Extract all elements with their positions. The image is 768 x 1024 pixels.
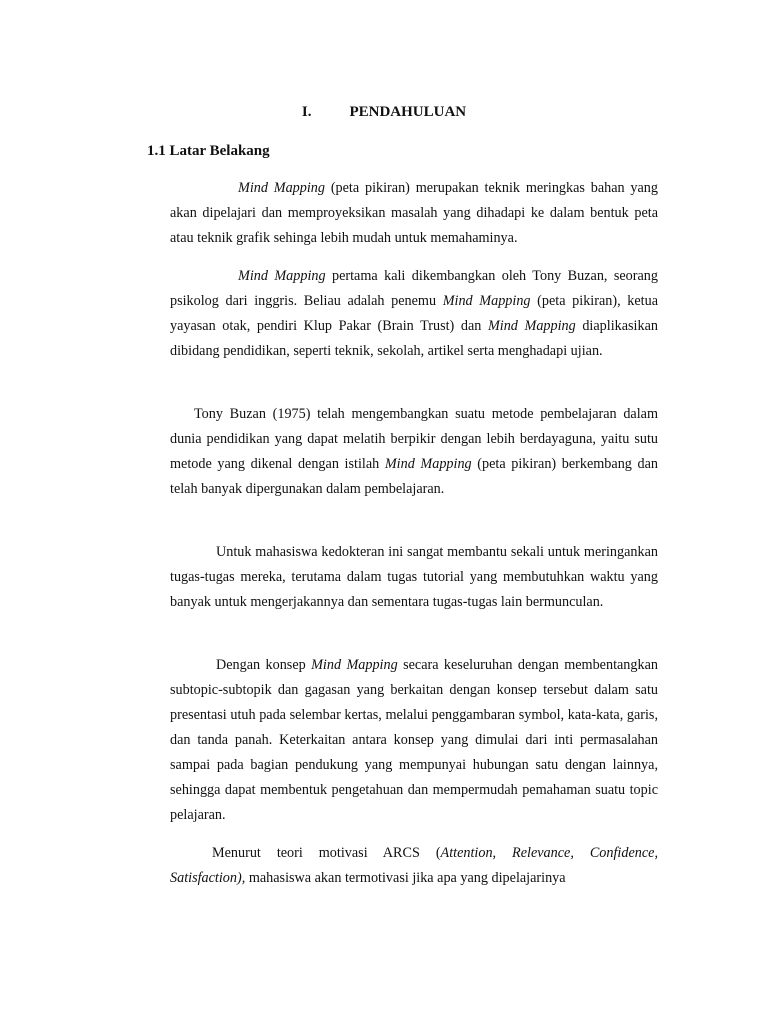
chapter-title-text: PENDAHULUAN — [349, 104, 467, 120]
paragraph-6 — [170, 841, 658, 891]
paragraph-4 — [170, 540, 658, 615]
paragraph-text: Menurut teori motivasi ARCS ( — [212, 845, 441, 861]
paragraph-text: (peta pikiran), ketua yayasan otak, pendiri Klup Pakar (Brain Trust) dan — [170, 293, 658, 334]
paragraph-text: Tony Buzan (1975) telah mengembangkan suatu metode pembelajaran dalam dunia pendidikan yang dapat melatih berpikir dengan lebih berdayaguna, yaitu sutu metode yang dikenal dengan istilah — [170, 406, 658, 472]
paragraph-text: diaplikasikan dibidang pendidikan, seperti teknik, sekolah, artikel serta menghadapi ujian. — [170, 318, 658, 359]
paragraph-text: mahasiswa akan termotivasi jika apa yang dipelajarinya — [245, 870, 566, 886]
paragraph-text: (peta pikiran) merupakan teknik meringkas bahan yang akan dipelajari dan memproyeksikan masalah yang dihadapi ke dalam bentuk peta atau teknik grafik sehinga lebih mudah untuk memahaminya. — [170, 180, 658, 246]
paragraph-text: secara keseluruhan dengan membentangkan subtopic-subtopik dan gagasan yang berkaitan dengan konsep tersebut dalam satu presentasi utuh pada selembar kertas, melalui penggambaran symbol, kata-kata, garis, dan tanda panah. Keterkaitan antara konsep yang dimulai dari inti permasalahan sampai pada bagian pendukung yang mempunyai hubungan satu dengan lainnya, sehingga dapat membentuk pengetahuan dan mempermudah pemahaman suatu topic pelajaran. — [170, 657, 658, 823]
paragraph-text: (peta pikiran) berkembang dan telah banyak dipergunakan dalam pembelajaran. — [170, 456, 658, 497]
section-heading: 1.1 Latar Belakang — [147, 143, 270, 159]
paragraph-3 — [170, 402, 658, 502]
italic-term: Mind Mapping — [238, 268, 326, 284]
paragraph-text: Untuk mahasiswa kedokteran ini sangat membantu sekali untuk meringankan tugas-tugas mereka, terutama dalam tugas tutorial yang membutuhkan waktu yang banyak untuk mengerjakannya dan sementara tugas-tugas lain bermunculan. — [170, 544, 658, 610]
italic-term: Mind Mapping — [487, 318, 576, 334]
italic-term: Mind Mapping — [442, 293, 531, 309]
paragraph-text: Dengan konsep — [216, 657, 312, 673]
italic-term: Mind Mapping — [384, 456, 472, 472]
chapter-title — [0, 102, 768, 122]
chapter-number: I. — [301, 104, 312, 120]
italic-term: Mind Mapping — [311, 657, 398, 673]
paragraph-5 — [170, 653, 658, 828]
paragraph-1 — [170, 176, 658, 251]
italic-term: Mind Mapping — [238, 180, 325, 196]
italic-term: Attention, Relevance, Confidence, Satisfaction), — [170, 845, 658, 886]
paragraph-text: pertama kali dikembangkan oleh Tony Buzan, seorang psikolog dari inggris. Beliau adalah penemu — [170, 268, 658, 309]
paragraph-2 — [170, 264, 658, 364]
